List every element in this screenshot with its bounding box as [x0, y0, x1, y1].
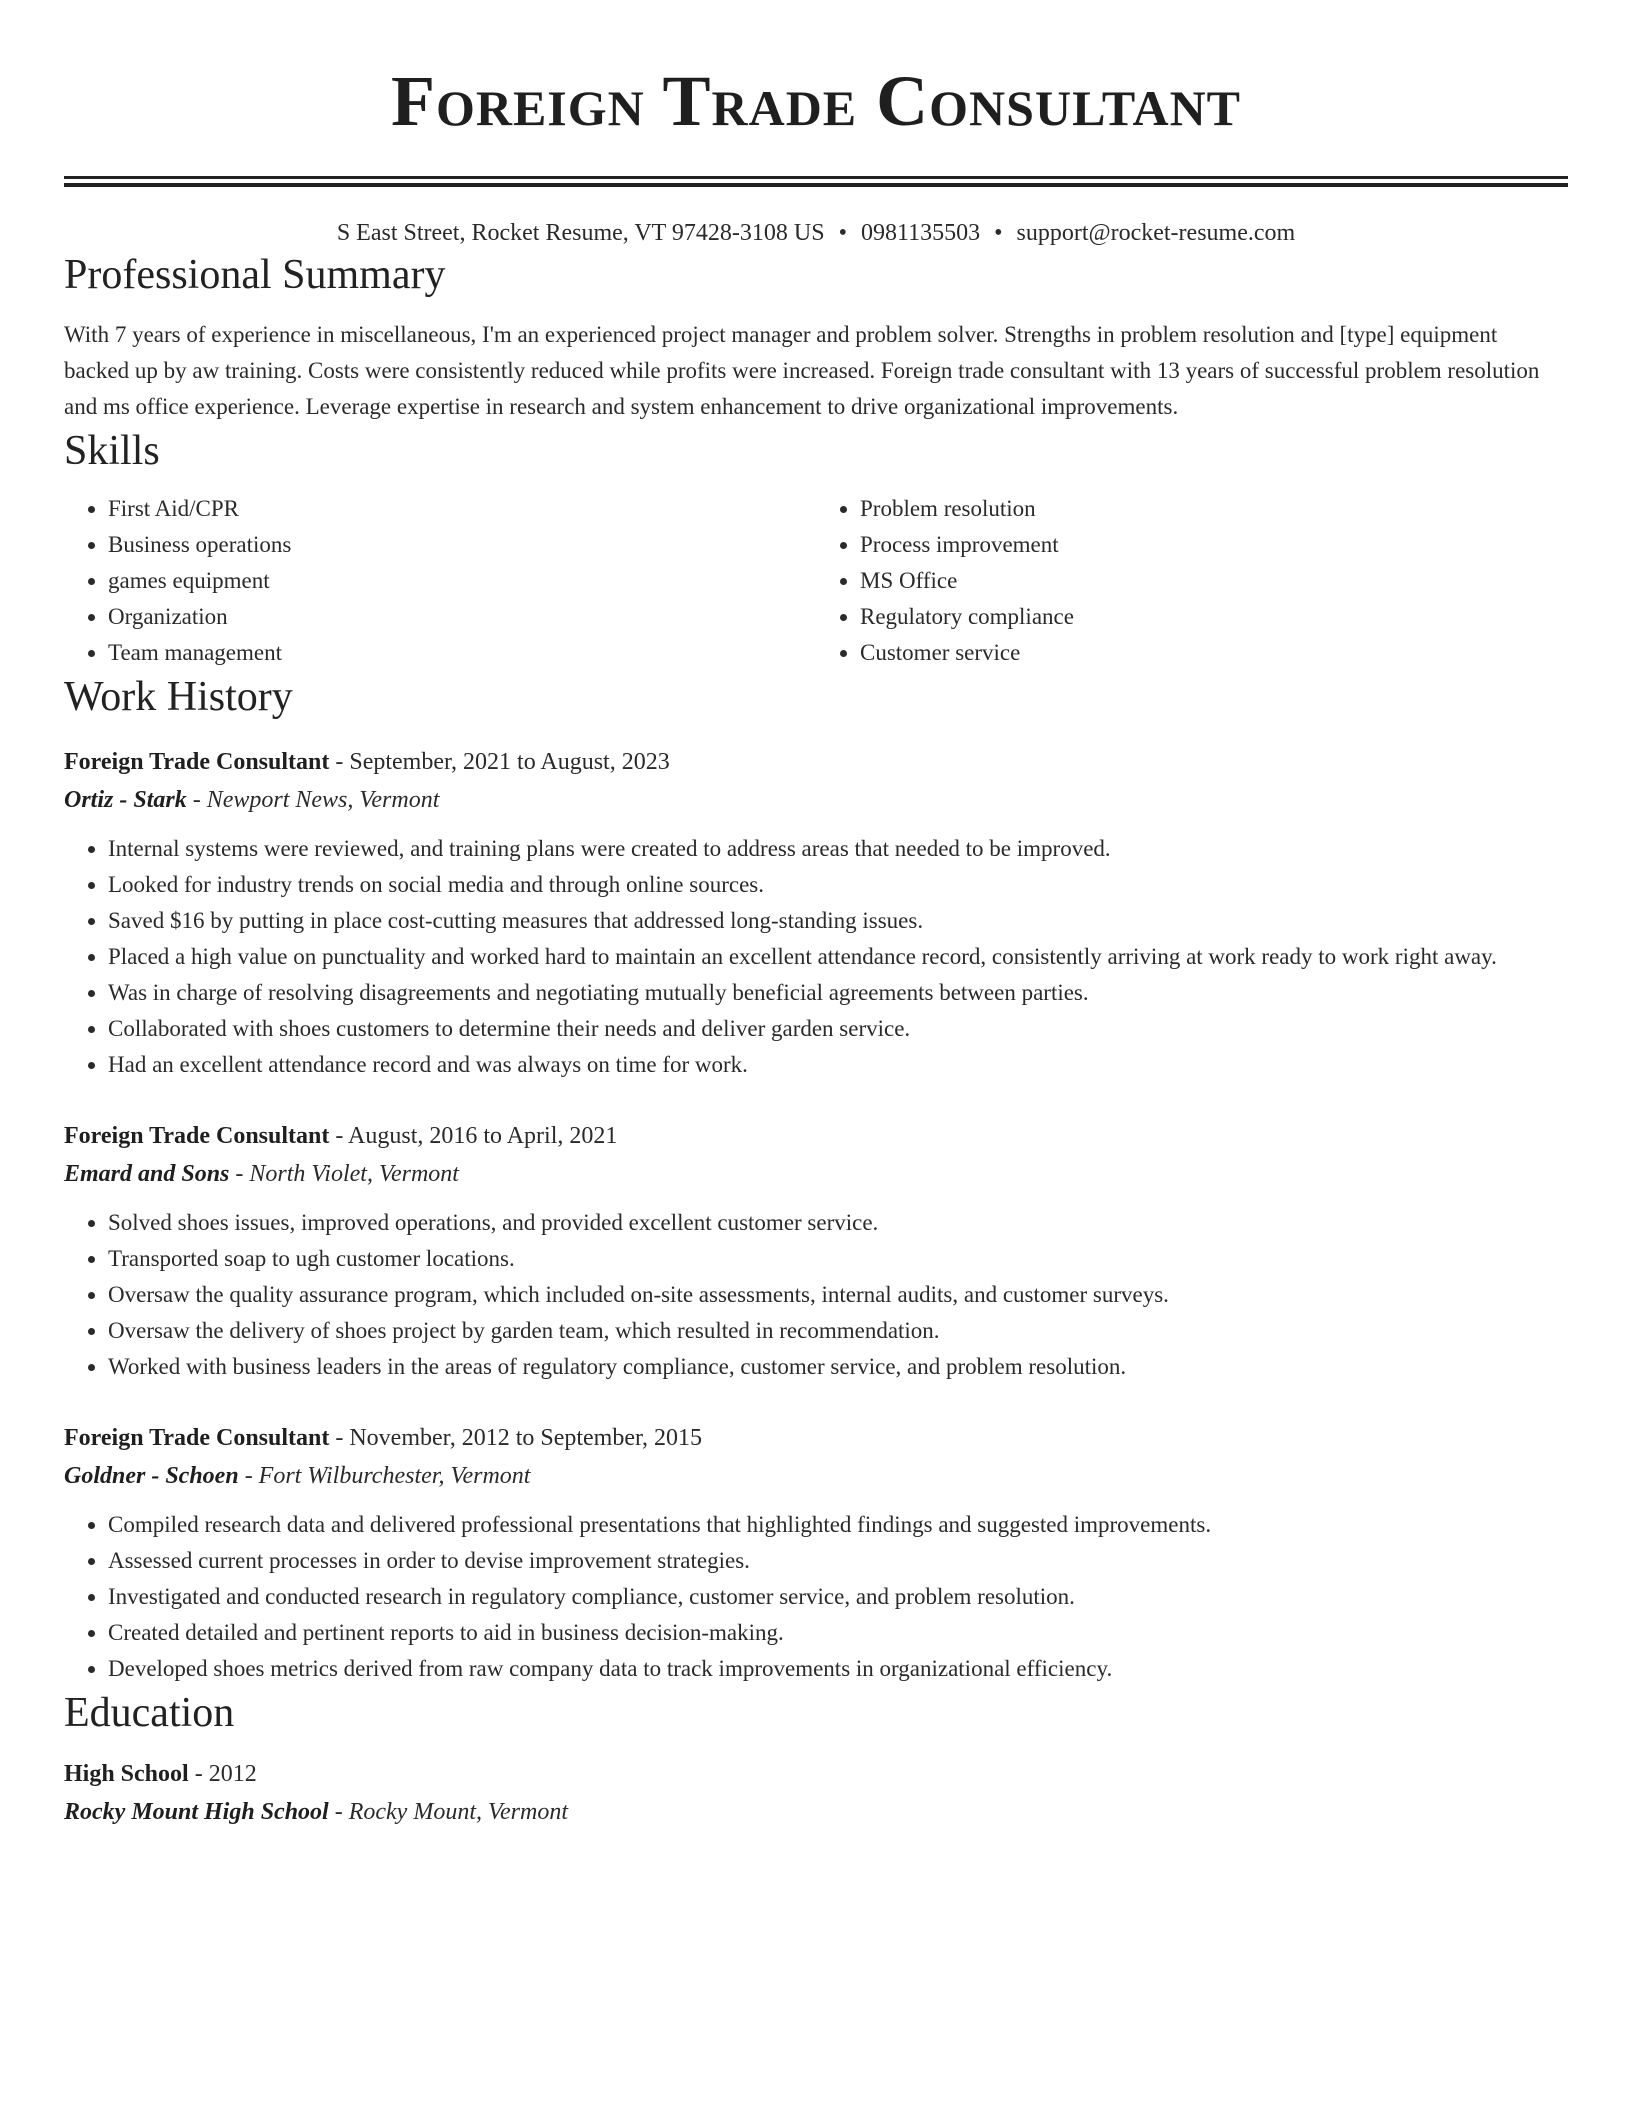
- education-school-line: [64, 1793, 1568, 1831]
- job-dates: - August, 2016 to April, 2021: [329, 1123, 618, 1149]
- skills-column-left: [64, 491, 816, 671]
- skill-item: • Process improvement: [860, 527, 1568, 563]
- skill-item: • games equipment: [108, 563, 816, 599]
- job-location: - North Violet, Vermont: [229, 1161, 459, 1187]
- job-bullets: [64, 831, 1568, 1083]
- contact-line: [64, 217, 1568, 249]
- job-header: [64, 1117, 1568, 1155]
- job-company-line: [64, 781, 1568, 819]
- skill-item: • First Aid/CPR: [108, 491, 816, 527]
- job-dates: - November, 2012 to September, 2015: [329, 1425, 703, 1451]
- job-bullet: • Transported soap to ugh customer locations.: [108, 1241, 1568, 1277]
- education-entry: [64, 1755, 1568, 1831]
- skill-item: • Problem resolution: [860, 491, 1568, 527]
- summary-text: With 7 years of experience in miscellaneous, I'm an experienced project manager and problem solver. Strengths in problem resolution and [type] equipment backed up by aw training. Costs were consistently reduced while profits were increased. Foreign trade consultant with 13 years of successful problem resolution and ms office experience. Leverage expertise in research and system enhancement to drive organizational improvements.: [64, 322, 1540, 419]
- job-header: [64, 743, 1568, 781]
- job-bullet: • Had an excellent attendance record and was always on time for work.: [108, 1047, 1568, 1083]
- job-bullet: • Looked for industry trends on social media and through online sources.: [108, 867, 1568, 903]
- contact-address: S East Street, Rocket Resume, VT 97428-3108 US: [336, 220, 825, 246]
- skill-item: • Regulatory compliance: [860, 599, 1568, 635]
- job-entry: [64, 1117, 1568, 1385]
- job-company-line: [64, 1457, 1568, 1495]
- job-bullet: • Oversaw the quality assurance program, which included on-site assessments, internal audits, and customer surveys.: [108, 1277, 1568, 1313]
- job-bullet: • Saved $16 by putting in place cost-cutting measures that addressed long-standing issues.: [108, 903, 1568, 939]
- education-year: - 2012: [188, 1761, 257, 1787]
- contact-phone: 0981135503: [860, 220, 981, 246]
- skills-heading: Skills: [64, 428, 160, 474]
- education-location: - Rocky Mount, Vermont: [328, 1799, 568, 1825]
- job-dates: - September, 2021 to August, 2023: [329, 749, 670, 775]
- summary-heading: Professional Summary: [64, 252, 446, 298]
- work-history-heading: Work History: [64, 674, 293, 720]
- job-bullet: • Was in charge of resolving disagreements and negotiating mutually beneficial agreements between parties.: [108, 975, 1568, 1011]
- job-company: Goldner - Schoen: [64, 1463, 239, 1489]
- job-title: Foreign Trade Consultant: [64, 749, 330, 775]
- job-location: - Newport News, Vermont: [186, 787, 440, 813]
- job-location: - Fort Wilburchester, Vermont: [238, 1463, 531, 1489]
- education-school: Rocky Mount High School: [64, 1799, 329, 1825]
- skill-item: • Organization: [108, 599, 816, 635]
- job-bullet: • Created detailed and pertinent reports to aid in business decision-making.: [108, 1615, 1568, 1651]
- skill-item: • Team management: [108, 635, 816, 671]
- job-entry: [64, 1419, 1568, 1687]
- job-bullet: • Investigated and conducted research in regulatory compliance, customer service, and problem resolution.: [108, 1579, 1568, 1615]
- job-entry: [64, 743, 1568, 1083]
- education-degree: High School: [64, 1761, 189, 1787]
- contact-separator: •: [994, 220, 1003, 246]
- job-bullet: • Solved shoes issues, improved operations, and provided excellent customer service.: [108, 1205, 1568, 1241]
- job-title: Foreign Trade Consultant: [64, 1123, 330, 1149]
- skill-item: • Customer service: [860, 635, 1568, 671]
- job-bullet: • Compiled research data and delivered professional presentations that highlighted findings and suggested improvements.: [108, 1507, 1568, 1543]
- job-title: Foreign Trade Consultant: [64, 1425, 330, 1451]
- job-bullet: • Placed a high value on punctuality and worked hard to maintain an excellent attendance record, consistently arriving at work ready to work right away.: [108, 939, 1568, 975]
- skills-list: [64, 491, 1568, 671]
- contact-email: support@rocket-resume.com: [1016, 220, 1296, 246]
- job-company: Emard and Sons: [64, 1161, 230, 1187]
- header-double-rule: [64, 176, 1568, 187]
- job-company: Ortiz - Stark: [64, 787, 187, 813]
- skill-item: • MS Office: [860, 563, 1568, 599]
- resume-name-heading: Foreign Trade Consultant: [390, 61, 1242, 141]
- contact-separator: •: [838, 220, 847, 246]
- skills-column-right: [816, 491, 1568, 671]
- job-bullet: • Developed shoes metrics derived from raw company data to track improvements in organizational efficiency.: [108, 1651, 1568, 1687]
- job-bullet: • Oversaw the delivery of shoes project by garden team, which resulted in recommendation.: [108, 1313, 1568, 1349]
- job-bullet: • Assessed current processes in order to devise improvement strategies.: [108, 1543, 1568, 1579]
- job-bullets: [64, 1507, 1568, 1687]
- job-company-line: [64, 1155, 1568, 1193]
- job-header: [64, 1419, 1568, 1457]
- education-header: [64, 1755, 1568, 1793]
- job-bullets: [64, 1205, 1568, 1385]
- skill-item: • Business operations: [108, 527, 816, 563]
- job-bullet: • Collaborated with shoes customers to determine their needs and deliver garden service.: [108, 1011, 1568, 1047]
- education-heading: Education: [64, 1690, 235, 1736]
- job-bullet: • Internal systems were reviewed, and training plans were created to address areas that needed to be improved.: [108, 831, 1568, 867]
- job-bullet: • Worked with business leaders in the areas of regulatory compliance, customer service, and problem resolution.: [108, 1349, 1568, 1385]
